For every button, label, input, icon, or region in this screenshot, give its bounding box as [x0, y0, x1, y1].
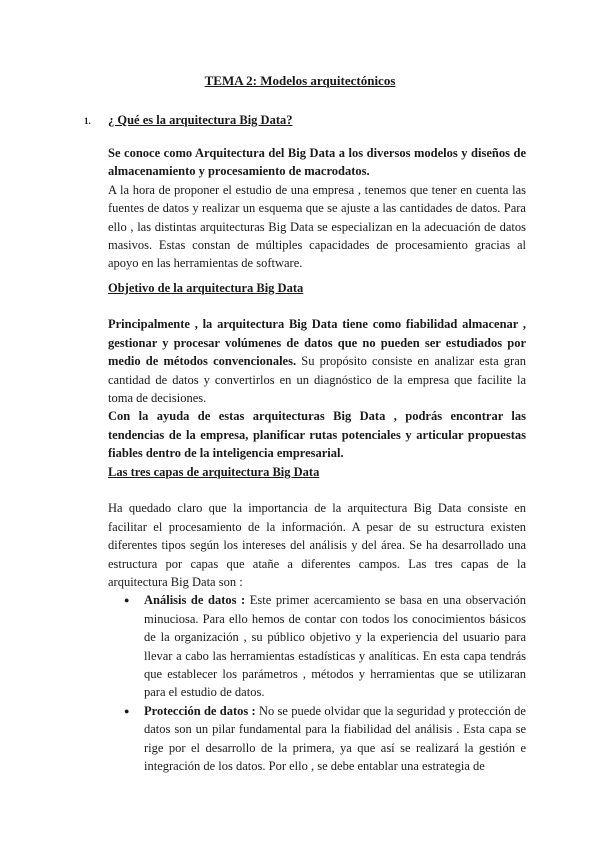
objetivo-paragraph [108, 315, 526, 462]
question-heading [84, 113, 292, 128]
question-text: ¿ Qué es la arquitectura Big Data? [108, 113, 293, 127]
intro-paragraph [108, 144, 526, 273]
layer-text: No se puede olvidar que la seguridad y protección de datos son un pilar fundamental para la fiabilidad del análisis . Esta capa se rige por el desarrollo de la primera, ya que así se realizará la gestión e integración de los datos. Por ello , se debe entablar una estrategia de [144, 703, 526, 774]
section-objetivo [108, 279, 526, 463]
objetivo-text: Su propósito consiste en analizar esta gran cantidad de datos y convertirlos en un diagnóstico de la empresa que facilite la toma de decisiones. [108, 354, 526, 406]
question-number: 1. [84, 116, 91, 126]
document-title: TEMA 2: Modelos arquitectónicos [204, 73, 396, 88]
objetivo-bold: Principalmente , la arquitectura Big Data tiene como fiabilidad almacenar , gestionar y procesar volúmenes de datos que no pueden ser estudiados por medio de métodos convencionales. [108, 317, 526, 369]
list-item [108, 702, 526, 776]
intro-text: A la hora de proponer el estudio de una empresa , tenemos que tener en cuenta las fuentes de datos y realizar un esquema que se ajuste a las cantidades de datos. Para ello , las distintas arquitecturas Big Data se especializan en la adecuación de datos masivos. Estas constan de múltiples capacidades de procesamiento gracias al apoyo en las herramientas de software. [108, 182, 526, 271]
layer-name: Protección de datos : [144, 703, 256, 718]
section-heading-objetivo: Objetivo de la arquitectura Big Data [108, 281, 304, 295]
intro-bold: Se conoce como Arquitectura del Big Data a los diversos modelos y diseños de almacenamiento y procesamiento de macrodatos. [108, 146, 526, 179]
capas-paragraph: Ha quedado claro que la importancia de la arquitectura Big Data consiste en facilitar el procesamiento de la información. A pesar de su estructura existen diferentes tipos según los intereses del análisis y del área. Se ha desarrollado una estructura por capas que atañe a diferentes campos. Las tres capas de la arquitectura Big Data son : [108, 501, 526, 590]
objetivo-bold-2: Con la ayuda de estas arquitecturas Big Data , podrás encontrar las tendencias de la empresa, planificar rutas potenciales y articular propuestas fiables dentro de la inteligencia empresarial. [108, 409, 526, 461]
list-item [108, 591, 526, 701]
layers-list [108, 591, 526, 775]
section-heading-capas: Las tres capas de arquitectura Big Data [108, 465, 320, 479]
section-capas [108, 463, 526, 776]
layer-text: Este primer acercamiento se basa en una observación minuciosa. Para ello hemos de contar con todos los conocimientos básicos de la organización , su público objetivo y la experiencia del usuario para llevar a cabo las herramientas estadísticas y analíticas. En esta capa tendrás que establecer los parámetros , métodos y herramientas que se utilizaran para el estudio de datos. [144, 593, 526, 700]
layer-name: Análisis de datos : [144, 593, 246, 608]
